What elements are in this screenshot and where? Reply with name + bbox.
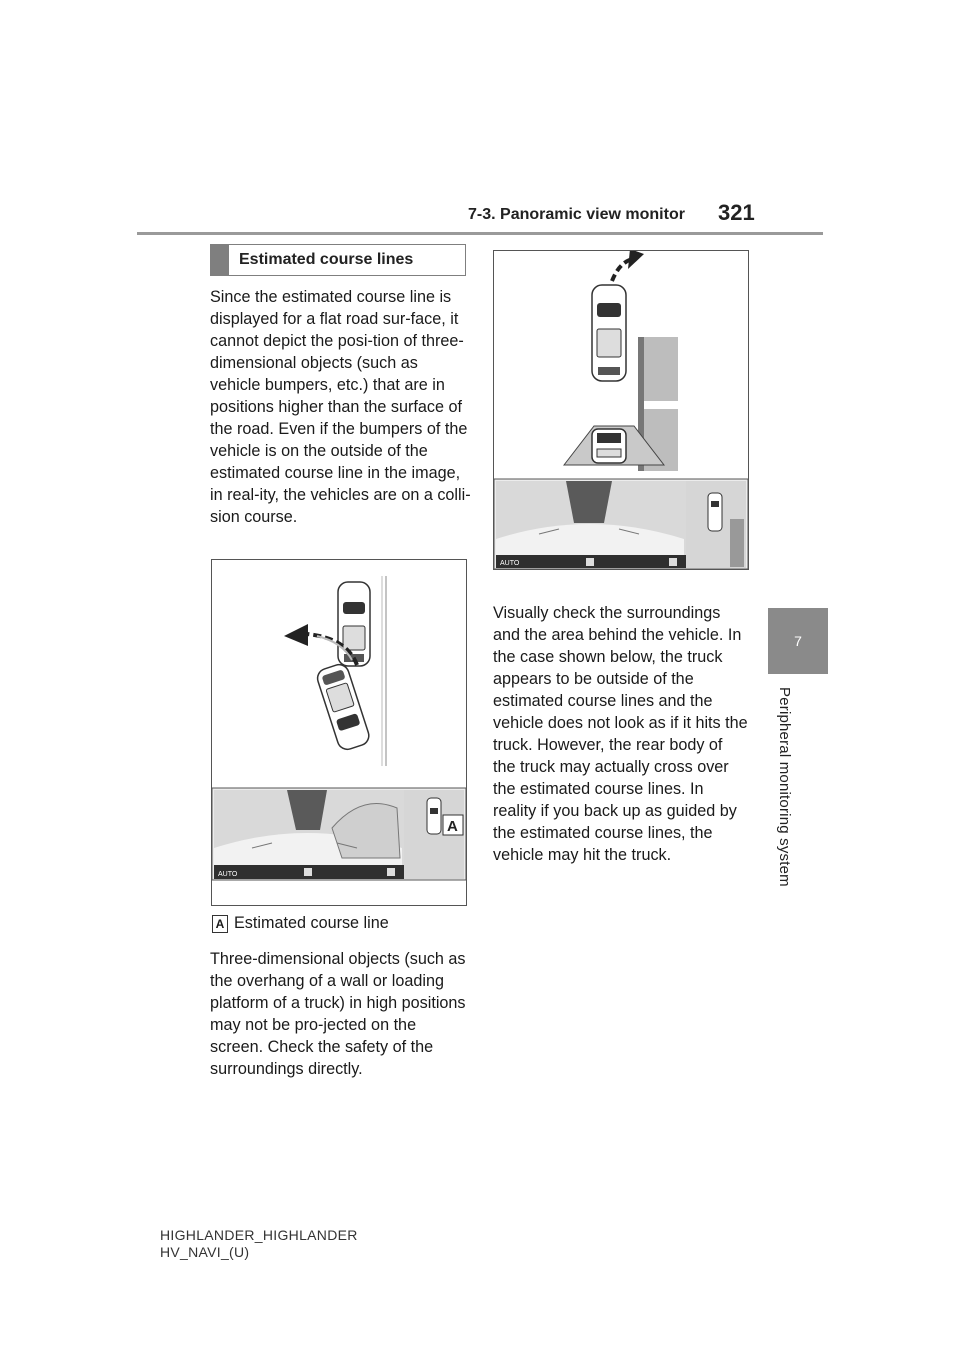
footer-line2: HV_NAVI_(U) xyxy=(160,1244,250,1260)
heading-text: Estimated course lines xyxy=(239,251,414,268)
screen-badge: AUTO xyxy=(218,871,238,878)
chapter-tab xyxy=(768,608,828,674)
figure-caption xyxy=(212,914,389,933)
caption-callout: A xyxy=(212,915,228,933)
figure-callout-a: A xyxy=(447,818,458,835)
chapter-label: Peripheral monitoring system xyxy=(776,687,793,887)
own-car-rear xyxy=(592,429,626,463)
caption-text: Estimated course line xyxy=(234,914,389,932)
monitor-screen xyxy=(212,788,466,880)
footer-line1: HIGHLANDER_HIGHLANDER xyxy=(160,1227,358,1243)
own-car-top xyxy=(592,285,626,381)
footer xyxy=(160,1227,358,1261)
paragraph-3d-objects: Three-dimensional objects (such as the overhang of a wall or loading platform of a truck) in high positions may not be pro-jected on the screen. Check the safety of the surroundings directly. xyxy=(210,950,466,1078)
paragraph-flat-road: Since the estimated course line is displayed for a flat road sur-face, it cannot depict the posi-tion of three-dimensional objects (such as vehicle bumpers, etc.) that are in positions higher than the surface of the road. Even if the bumpers of the vehicle is on the outside of the estimated course line in the image, in real-ity, the vehicles are on a colli-sion course. xyxy=(210,288,471,526)
chapter-number: 7 xyxy=(794,633,802,649)
section-title: 7-3. Panoramic view monitor xyxy=(468,206,685,223)
own-car xyxy=(315,662,371,752)
figure-truck xyxy=(493,250,749,570)
parked-car-top xyxy=(338,582,370,666)
figure-collision-course xyxy=(211,559,467,906)
heading-bar xyxy=(211,245,229,275)
screen-badge: AUTO xyxy=(500,560,520,567)
illustration-left xyxy=(212,560,466,905)
header-rule xyxy=(137,232,823,235)
paragraph-truck: Visually check the surroundings and the area behind the vehicle. In the case shown below, the truck appears to be outside of the estimated course lines and the vehicle does not look as if it hits the truck. However, the rear body of the truck may actually cross over the estimated course lines. In reality if you back up as guided by the estimated course lines, the vehicle may hit the truck. xyxy=(493,604,748,864)
monitor-screen xyxy=(494,479,748,569)
section-heading xyxy=(210,244,466,276)
illustration-right xyxy=(494,251,748,569)
page-number: 321 xyxy=(718,200,755,225)
